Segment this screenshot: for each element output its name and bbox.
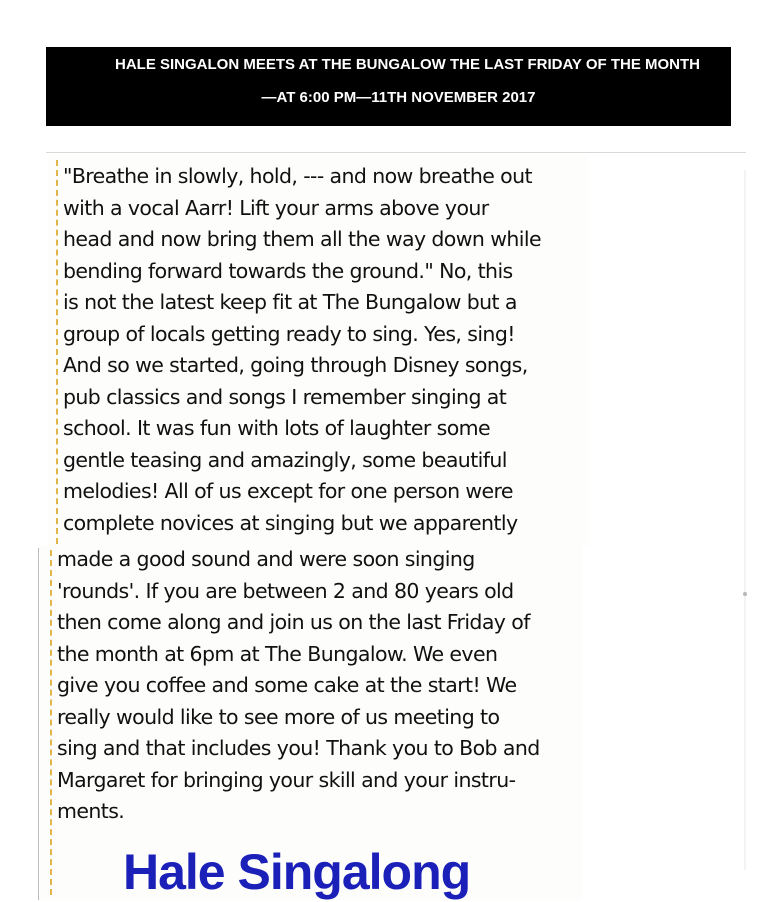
page-edge-mark: [743, 592, 747, 596]
article-line: bending forward towards the ground." No, this: [63, 258, 513, 283]
article-text-part2: [57, 544, 540, 828]
article-line: complete novices at singing but we apparently: [63, 510, 518, 535]
article-line: give you coffee and some cake at the start! We: [57, 673, 517, 697]
clipping-dashed-border-bottom: [50, 550, 52, 895]
header-title-line1: HALE SINGALON MEETS AT THE BUNGALOW THE LAST FRIDAY OF THE MONTH: [115, 56, 700, 73]
article-line: And so we started, going through Disney songs,: [63, 353, 528, 377]
article-line: group of locals getting ready to sing. Yes, sing!: [63, 321, 515, 346]
article-text-part1: [63, 161, 541, 539]
article-line: is not the latest keep fit at The Bungalow but a: [63, 290, 517, 314]
article-line: ments.: [57, 799, 125, 823]
article-line: head and now bring them all the way down while: [63, 227, 541, 251]
article-line: sing and that includes you! Thank you to Bob and: [57, 736, 540, 760]
article-line: Margaret for bringing your skill and your instru-: [57, 767, 516, 792]
article-line: pub classics and songs I remember singing at: [63, 384, 507, 409]
article-line: melodies! All of us except for one person were: [63, 479, 513, 503]
divider-line: [46, 152, 746, 153]
page-edge: [744, 170, 746, 870]
article-line: gentle teasing and amazingly, some beautiful: [63, 447, 507, 472]
article-line: "Breathe in slowly, hold, --- and now breathe out: [63, 164, 532, 188]
article-line: school. It was fun with lots of laughter some: [63, 416, 491, 440]
article-line: made a good sound and were soon singing: [57, 547, 475, 571]
clipping-edge: [38, 548, 39, 900]
hale-singalong-logo: Hale Singalong: [123, 844, 471, 900]
article-line: 'rounds'. If you are between 2 and 80 years old: [57, 578, 514, 603]
header-banner: [46, 47, 731, 126]
article-line: with a vocal Aarr! Lift your arms above your: [63, 195, 489, 220]
article-line: really would like to see more of us meeting to: [57, 704, 500, 729]
header-title-line2: —AT 6:00 PM—11TH NOVEMBER 2017: [261, 89, 536, 106]
article-line: then come along and join us on the last Friday of: [57, 610, 530, 634]
clipping-dashed-border-top: [56, 160, 58, 544]
article-line: the month at 6pm at The Bungalow. We even: [57, 641, 498, 666]
